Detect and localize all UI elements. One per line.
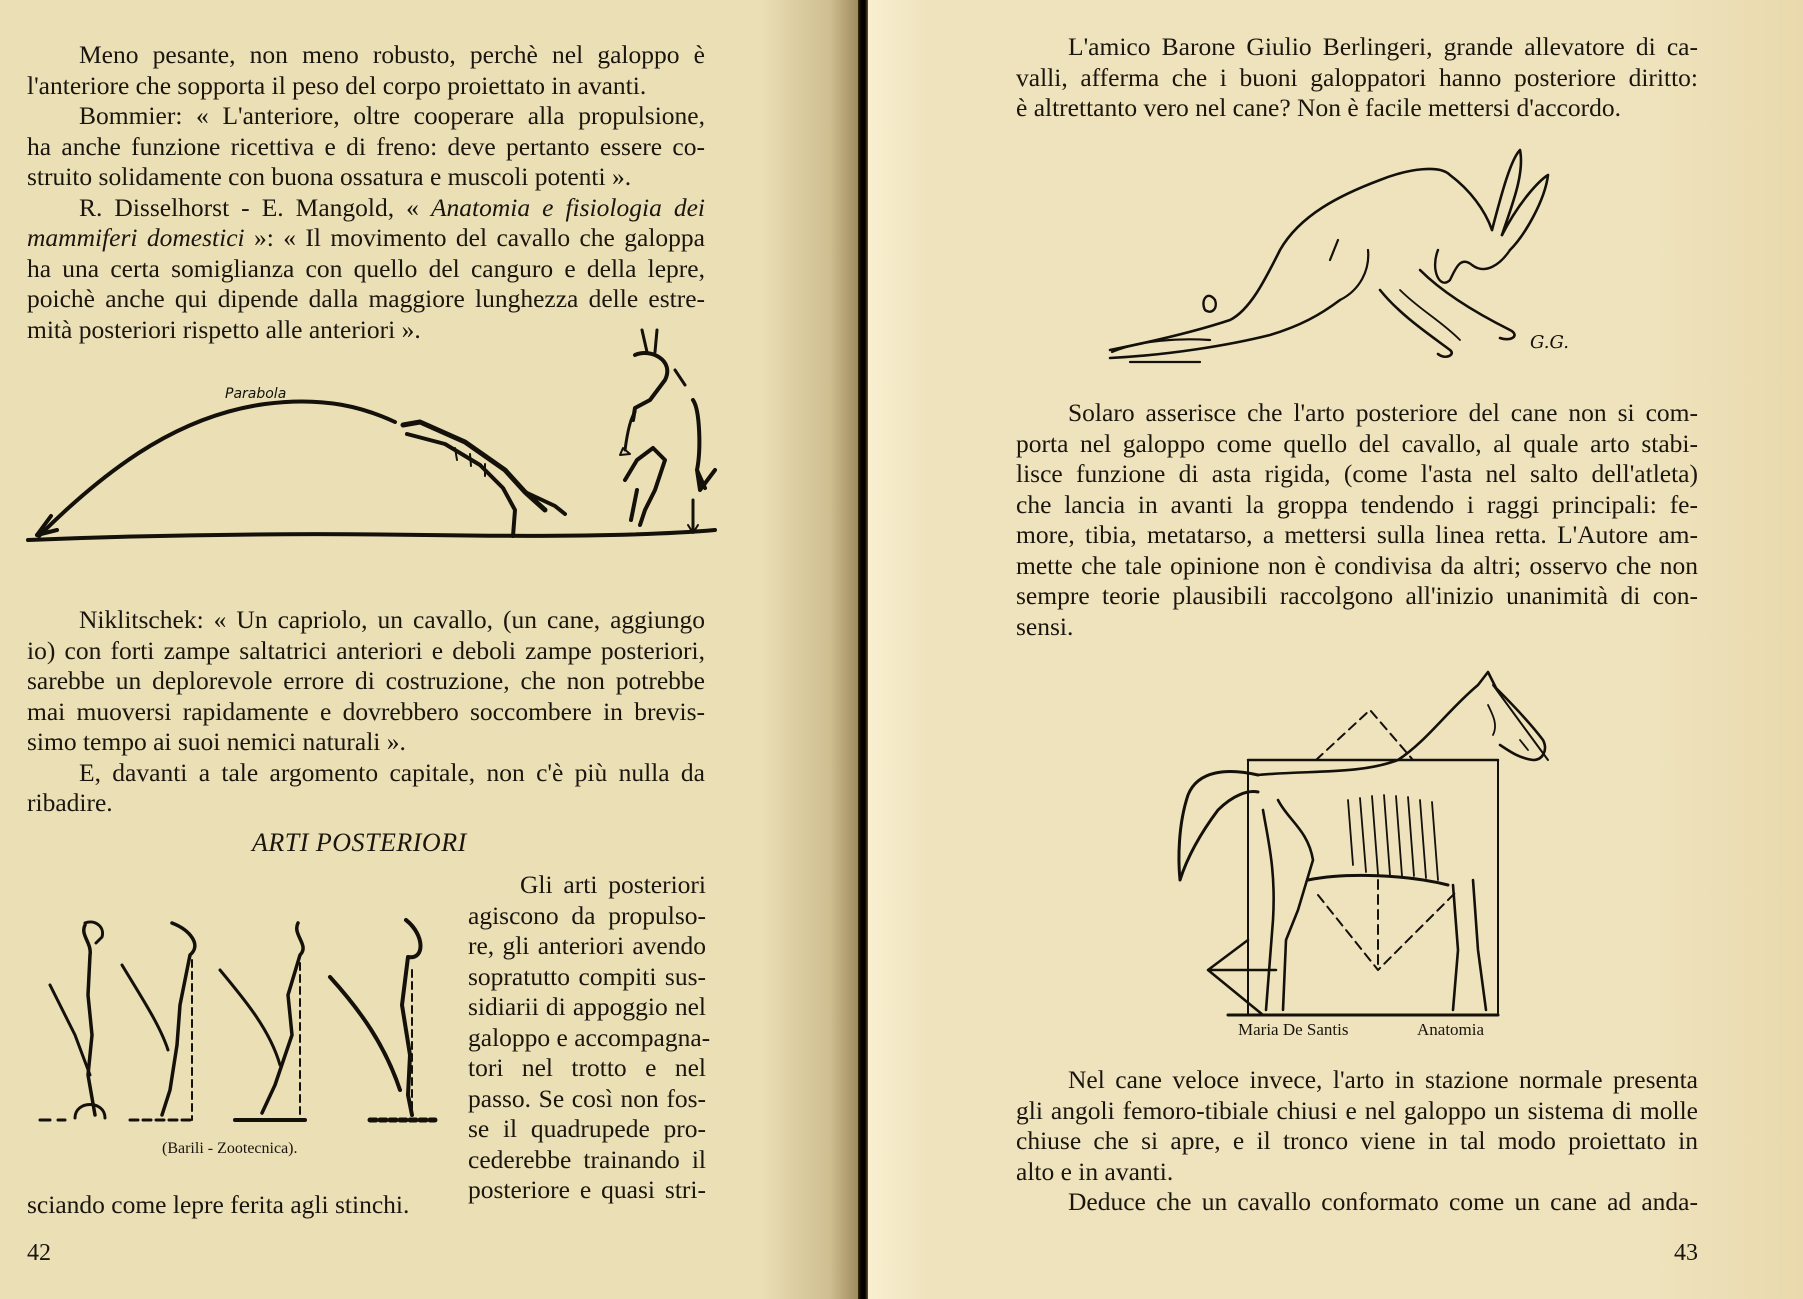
text-line: cederebbe trainando il [468,1144,706,1174]
text-line: Gli arti posteriori [520,870,706,899]
text-line: Solaro asserisce che l'arto posteriore del cane non si com- [1068,398,1698,427]
text-line: ha una certa somiglianza con quello del canguro e della lepre, [27,253,705,283]
text-line: alto e in avanti. [1016,1156,1174,1186]
page-number-right: 43 [1674,1240,1698,1266]
text-line: sensi. [1016,611,1074,641]
text-line: posteriore e quasi stri- [468,1175,706,1204]
text-line: ribadire. [27,788,113,817]
text-line: Niklitschek: « Un capriolo, un cavallo, (un cane, aggiungo [79,605,705,634]
parabola-arc [39,401,395,536]
text-line: tori nel trotto e nel [468,1053,706,1082]
left-paragraph-group-2 [27,605,705,819]
citation-line [27,193,705,224]
right-paragraph-group-1 [1016,32,1698,124]
text-line: poichè anche qui dipende dalla maggiore lunghezza delle estre- [27,284,705,313]
text-line: Meno pesante, non meno robusto, perchè nel galoppo è [79,40,705,69]
citation-line [27,223,705,254]
page-number-left: 42 [27,1240,51,1266]
text-line: L'amico Barone Giulio Berlingeri, grande allevatore di ca- [1068,32,1698,61]
text-line: agiscono da propulso- [468,900,706,930]
text-line: sidiarii di appoggio nel [468,992,706,1021]
text-line: io) con forti zampe saltatrici anteriori e deboli zampe posteriori, [27,635,705,665]
book-title: Anatomia e fisiologia dei [430,192,705,222]
text-line: porta nel galoppo come quello del cavallo, al quale arto stabi- [1016,428,1698,458]
horse-anatomy-illustration [1148,650,1588,1020]
text-line: sciando come lepre ferita agli stinchi. [27,1190,410,1219]
text-line: more, tibia, metatarso, a mettersi sulla linea retta. L'Autore am- [1016,520,1698,549]
text-line: lisce funzione di asta rigida, (come l'asta nel salto dell'atleta) [1016,459,1698,488]
citation-authors: R. Disselhorst - E. Mangold, « [79,192,431,222]
quote-start: »: « Il movimento del cavallo che galoppa [244,223,705,252]
text-line: mità posteriori rispetto alle anteriori ». [27,314,421,344]
left-page [0,0,860,1299]
book-gutter [858,0,868,1299]
text-line: Nel cane veloce invece, l'arto in stazione normale presenta [1068,1065,1698,1094]
text-line: simo tempo ai suoi nemici naturali ». [27,727,406,756]
legs-figure-caption: (Barili - Zootecnica). [162,1140,298,1157]
horse-figure-caption-title: Anatomia [1417,1020,1485,1039]
text-line: Deduce che un cavallo conformato come un cane ad anda- [1068,1187,1698,1216]
left-column-text [468,870,711,1206]
text-line: sopratutto compiti sus- [468,961,706,991]
text-line: ha anche funzione ricettiva e di freno: deve pertanto essere co- [27,131,705,161]
hind-legs-illustration [30,915,450,1125]
hare-icon [1110,150,1548,362]
text-line: sarebbe un deplorevole errore di costruzione, che non potrebbe [27,666,705,695]
left-closing-line [27,1190,487,1221]
text-line: struito solidamente con buona ossatura e muscoli potenti ». [27,162,632,191]
text-line: gli angoli femoro-tibiale chiusi e nel galoppo un sistema di molle [1016,1095,1698,1125]
text-line: chiuse che si apre, e il tronco viene in tal modo proiettato in [1016,1126,1698,1155]
book-title-cont: mammiferi domestici [27,223,245,252]
text-line: Bommier: « L'anteriore, oltre cooperare alla propulsione, [79,101,705,130]
text-line: passo. Se così non fos- [468,1083,706,1113]
text-line: mette che tale opinione non è condivisa da altri; osservo che non [1016,550,1698,580]
text-line: galoppo e accompagna- [468,1022,711,1052]
text-line: se il quadrupede pro- [468,1114,706,1143]
hind-leg-4-icon [330,920,435,1120]
text-line: E, davanti a tale argomento capitale, non c'è più nulla da [79,757,705,787]
horse-figure-caption-author: Maria De Santis [1238,1020,1349,1039]
text-line: valli, afferma che i buoni galoppatori hanno posteriore diritto: [1016,62,1698,92]
text-line: è altrettanto vero nel cane? Non è facile mettersi d'accordo. [1016,93,1621,122]
hind-leg-2-icon [122,923,195,1120]
hind-leg-1-icon [40,922,105,1120]
text-line: l'anteriore che sopporta il peso del corpo proiettato in avanti. [27,70,647,100]
leaping-animal-icon [403,422,565,536]
horse-icon [1179,672,1548,1015]
text-line: sempre teorie plausibili raccolgono all'inizio unanimità di con- [1016,581,1698,610]
vertical-jumping-animal-icon [620,330,715,533]
text-line: re, gli anteriori avendo [468,931,706,960]
text-line: mai muoversi rapidamente e dovrebbero soccombere in brevis- [27,696,705,726]
parabola-label: Parabola [225,386,287,402]
text-line: che lancia in avanti la groppa tendendo i raggi principali: fe- [1016,489,1698,519]
hind-leg-3-icon [220,923,305,1120]
ground-line [28,530,715,540]
hare-illustration [1100,140,1569,370]
right-paragraph-group-3 [1016,1065,1698,1218]
parabola-jump-illustration [25,330,715,550]
left-paragraph-group-1 [27,40,705,345]
right-page [868,0,1803,1299]
artist-signature: G.G. [1530,332,1569,353]
section-heading: ARTI POSTERIORI [252,828,467,857]
right-paragraph-group-2 [1016,398,1698,642]
